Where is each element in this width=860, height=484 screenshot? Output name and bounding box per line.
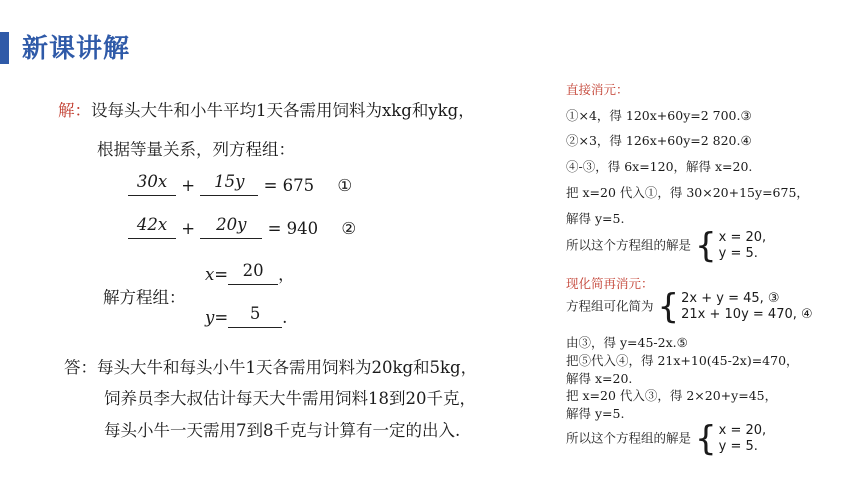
solution-brace: { x = 20, y = 5. <box>695 419 767 459</box>
eq2-blank-b: 20y <box>200 219 262 239</box>
side-line: 解得 x=20. <box>566 371 633 386</box>
side-line: ①×4，得 120x+60y=2 700.③ <box>566 108 752 123</box>
answer-line-3: 每头小牛一天需用7到8千克与计算有一定的出入. <box>104 421 461 440</box>
header-accent-bar <box>0 32 9 64</box>
side-line: 由③，得 y=45-2x.⑤ <box>566 335 688 350</box>
equation-1: 30x + 15y = 675 ① <box>128 176 352 196</box>
side-line: 把 x=20 代入①，得 30×20+15y=675， <box>566 185 809 200</box>
eq2-blank-a: 42x <box>128 219 176 239</box>
eq2-number: ② <box>341 219 357 238</box>
eq1-number: ① <box>337 176 353 195</box>
solution-y: y= 5 . <box>205 304 288 327</box>
page-title: 新课讲解 <box>22 34 131 64</box>
left-brace-icon: { <box>695 419 717 459</box>
side-line: 解得 y=5. <box>566 211 625 226</box>
solution-x: x= 20 ， <box>205 261 295 284</box>
solution-intro: 设每头大牛和小牛平均1天各需用饲料为xkg和ykg， <box>91 101 475 120</box>
side-system: 方程组可化简为 { 2x + y = 45, ③ 21x + 10y = 470, ④ <box>566 287 813 327</box>
side-heading-direct: 直接消元： <box>566 82 629 97</box>
solve-label: 解方程组： <box>103 288 186 307</box>
left-brace-icon: { <box>695 226 717 266</box>
x-blank: 20 <box>228 265 278 285</box>
eq1-blank-b: 15y <box>200 176 258 196</box>
side-heading-simplify: 现化简再消元： <box>566 276 654 291</box>
side-solution-2: 所以这个方程组的解是 { x = 20, y = 5. <box>566 419 767 459</box>
solution-brace: { x = 20, y = 5. <box>695 226 767 266</box>
answer-line-2: 饲养员李大叔估计每天大牛需用饲料18到20千克， <box>104 389 476 408</box>
side-line: ④-③，得 6x=120，解得 x=20. <box>566 159 753 174</box>
equation-2: 42x + 20y = 940 ② <box>128 219 356 239</box>
side-solution-1: 所以这个方程组的解是 { x = 20, y = 5. <box>566 226 767 266</box>
side-line: 解得 y=5. <box>566 406 625 421</box>
eq1-blank-a: 30x <box>128 176 176 196</box>
solution-intro-line <box>58 97 475 121</box>
side-line: ②×3，得 126x+60y=2 820.④ <box>566 133 752 148</box>
answer-line-1: 答：每头大牛和每头小牛1天各需用饲料为20kg和5kg， <box>64 358 478 377</box>
solution-label: 解： <box>58 101 91 120</box>
system-brace: { 2x + y = 45, ③ 21x + 10y = 470, ④ <box>657 287 813 327</box>
y-blank: 5 <box>228 308 282 328</box>
left-brace-icon: { <box>657 287 680 327</box>
solution-relation: 根据等量关系，列方程组： <box>97 140 295 159</box>
side-line: 把 x=20 代入③，得 2×20+y=45， <box>566 388 778 403</box>
answer-label: 答： <box>64 358 97 377</box>
side-line: 把⑤代入④，得 21x+10(45-2x)=470， <box>566 353 799 368</box>
